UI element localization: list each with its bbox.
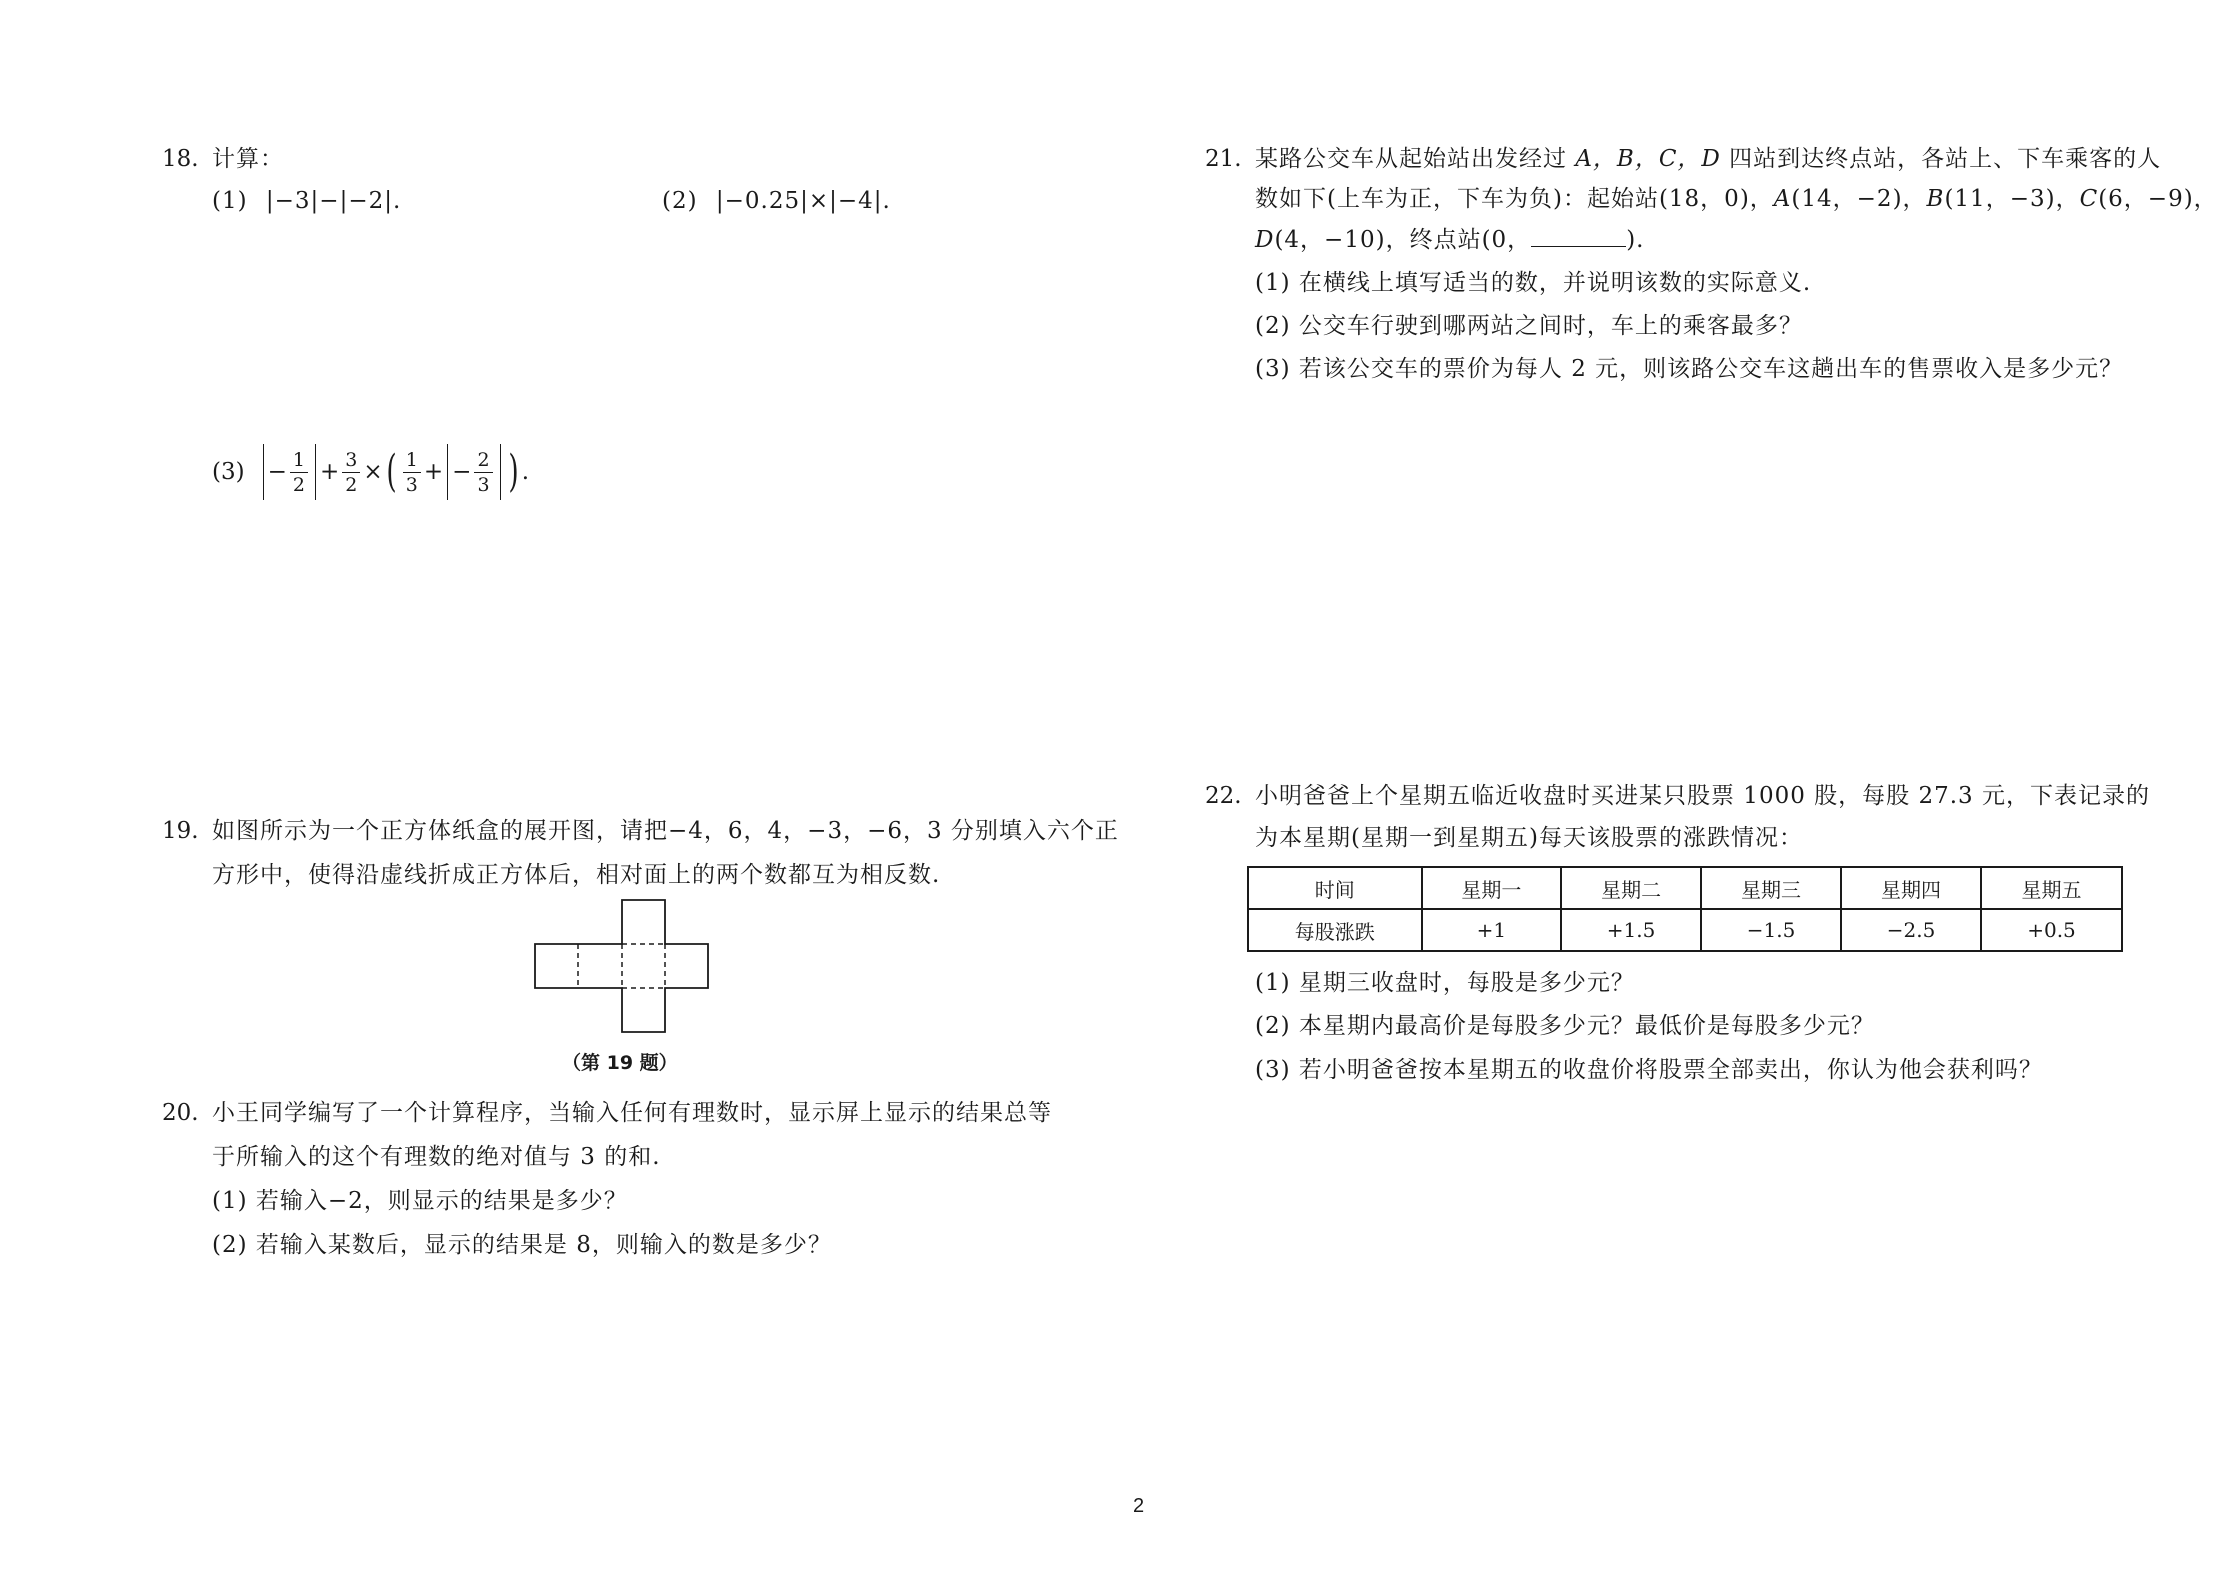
station-names: A，B，C，D xyxy=(1575,146,1721,172)
station-name: D xyxy=(1255,227,1275,253)
minus-sign: − xyxy=(452,459,472,485)
abs-bar xyxy=(447,444,448,500)
question-number: 22. xyxy=(1205,783,1242,809)
question-text-line: 方形中，使得沿虚线折成正方体后，相对面上的两个数都互为相反数. xyxy=(212,862,941,888)
text-run: 数如下(上车为正，下车为负)：起始站(18，0)， xyxy=(1255,186,1774,212)
question-text-line xyxy=(1255,222,1644,258)
question-text-line: 如图所示为一个正方体纸盒的展开图，请把−4，6，4，−3，−6，3 分别填入六个正 xyxy=(212,818,1119,844)
question-number: 20. xyxy=(162,1100,199,1126)
question-number: 19. xyxy=(162,818,199,844)
subquestion-2: (2) 本星期内最高价是每股多少元？最低价是每股多少元？ xyxy=(1255,1013,1875,1039)
text-run: (6，−9)， xyxy=(2098,186,2218,212)
station-name: A xyxy=(1773,186,1792,212)
fraction: $\frac{1}{2}$ xyxy=(290,448,308,497)
table-cell: 星期三 xyxy=(1701,867,1841,909)
figure-caption: （第 19 题） xyxy=(562,1052,678,1074)
table-cell: +1 xyxy=(1422,909,1562,951)
period: . xyxy=(521,459,530,485)
subquestion-3: (3) 若小明爸爸按本星期五的收盘价将股票全部卖出，你认为他会获利吗？ xyxy=(1255,1057,2043,1083)
abs-bar xyxy=(500,444,501,500)
station-name: B xyxy=(1926,186,1945,212)
text-run: 某路公交车从起始站出发经过 xyxy=(1255,146,1576,172)
table-cell: 星期二 xyxy=(1561,867,1701,909)
subquestion-2: (2) 若输入某数后，显示的结果是 8，则输入的数是多少？ xyxy=(212,1232,832,1258)
minus-sign: − xyxy=(267,459,287,485)
table-cell: 每股涨跌 xyxy=(1248,909,1422,951)
station-name: C xyxy=(2079,186,2099,212)
table-cell: +0.5 xyxy=(1981,909,2122,951)
table-cell: 星期一 xyxy=(1422,867,1562,909)
text-run: (14，−2)， xyxy=(1791,186,1927,212)
math-expression: |−0.25|×|−4|. xyxy=(715,188,891,214)
subquestion-1: (1) 若输入−2，则显示的结果是多少？ xyxy=(212,1188,628,1214)
table-cell: −1.5 xyxy=(1701,909,1841,951)
subquestion-label: (2) xyxy=(662,188,698,214)
question-text-line xyxy=(1255,141,2161,177)
question-text-line xyxy=(1255,181,2218,217)
table-cell: +1.5 xyxy=(1561,909,1701,951)
question-text-line: 小王同学编写了一个计算程序，当输入任何有理数时，显示屏上显示的结果总等 xyxy=(212,1100,1052,1126)
fraction: $\frac{3}{2}$ xyxy=(342,448,360,497)
stock-change-table xyxy=(1247,866,2123,952)
subquestion-3 xyxy=(212,444,529,500)
text-run: 四站到达终点站，各站上、下车乘客的人 xyxy=(1720,146,2162,172)
subquestion-label: (1) xyxy=(212,188,248,214)
fraction: $\frac{2}{3}$ xyxy=(474,448,492,497)
question-text-line: 小明爸爸上个星期五临近收盘时买进某只股票 1000 股，每股 27.3 元，下表记录的 xyxy=(1255,783,2150,809)
table-cell: 星期四 xyxy=(1841,867,1981,909)
abs-bar xyxy=(315,444,316,500)
question-text-line: 于所输入的这个有理数的绝对值与 3 的和. xyxy=(212,1144,661,1170)
subquestion-1: (1) 在横线上填写适当的数，并说明该数的实际意义. xyxy=(1255,270,1812,296)
table-cell: 时间 xyxy=(1248,867,1422,909)
right-paren: ) xyxy=(507,446,519,497)
page-number: 2 xyxy=(1133,1495,1145,1517)
subquestion-1 xyxy=(212,183,401,219)
times-sign: × xyxy=(363,459,383,485)
subquestion-label: (3) xyxy=(212,459,245,485)
table-cell: −2.5 xyxy=(1841,909,1981,951)
table-cell: 星期五 xyxy=(1981,867,2122,909)
table-row xyxy=(1248,909,2122,951)
subquestion-1: (1) 星期三收盘时，每股是多少元？ xyxy=(1255,970,1635,996)
text-run: (4，−10)，终点站(0， xyxy=(1274,227,1532,253)
plus-sign: + xyxy=(423,459,444,485)
subquestion-2: (2) 公交车行驶到哪两站之间时，车上的乘客最多？ xyxy=(1255,313,1803,339)
left-paren: ( xyxy=(386,446,397,497)
subquestion-2 xyxy=(662,183,891,219)
answer-blank xyxy=(1531,222,1626,247)
question-number: 21. xyxy=(1205,146,1242,172)
subquestion-3: (3) 若该公交车的票价为每人 2 元，则该路公交车这趟出车的售票收入是多少元？ xyxy=(1255,356,2124,382)
text-run: ). xyxy=(1626,227,1645,253)
abs-bar xyxy=(263,444,264,500)
math-expression: |−3|−|−2|. xyxy=(265,188,402,214)
plus-sign: + xyxy=(319,459,340,485)
fraction: $\frac{1}{3}$ xyxy=(403,448,421,497)
question-text-line: 为本星期(星期一到星期五)每天该股票的涨跌情况： xyxy=(1255,825,1803,851)
question-number: 18. xyxy=(162,146,199,172)
text-run: (11，−3)， xyxy=(1944,186,2080,212)
cube-net-diagram xyxy=(530,898,720,1038)
question-title: 计算： xyxy=(212,146,284,172)
table-header-row xyxy=(1248,867,2122,909)
